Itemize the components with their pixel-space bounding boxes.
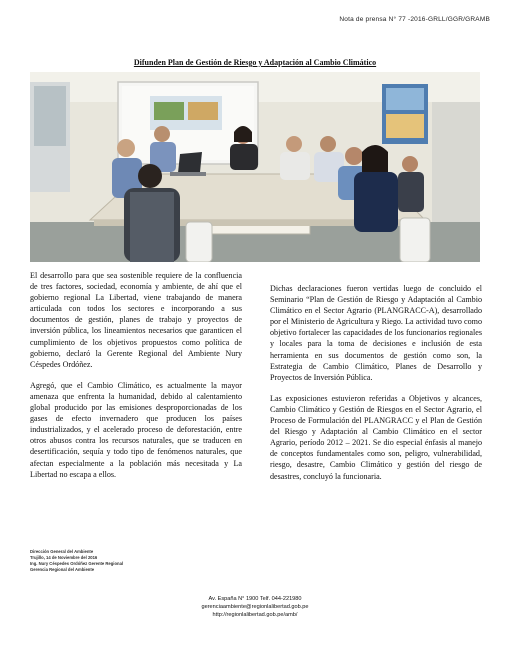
signature-line-2: Trujillo, 14 de Noviembre del 2016 bbox=[30, 555, 98, 560]
footer-email[interactable]: gerenciaambiente@regionlalibertad.gob.pe bbox=[201, 604, 309, 611]
footer bbox=[0, 595, 510, 620]
meeting-photo bbox=[30, 72, 480, 262]
signature-line-3: Ing. Nury Céspedes Ordóñez Gerente Regional bbox=[30, 561, 124, 566]
signature-block bbox=[30, 549, 123, 573]
meeting-photo-illustration bbox=[30, 72, 480, 262]
footer-web[interactable]: http://regionlalibertad.gob.pe/amb/ bbox=[212, 612, 298, 619]
footer-address: Av. España N° 1900 Telf. 044-221980 bbox=[208, 596, 302, 602]
right-column bbox=[270, 283, 482, 492]
paragraph-1: El desarrollo para que sea sostenible requiere de la confluencia de tres factores, sociedad, economía y ambiente, de ahí que el gobierno regional La Libertad, viene trabajando de manera articulada con todos los sectores e incorporando a sus documentos de gestión, planes de trabajo y proyectos de inversión pública, los lineamientos necesarios que garanticen el cumplimiento de los objetivos propuestos como política de gobierno, declaró la Gerente Regional del Ambiente Nury Céspedes Ordóñez. bbox=[30, 271, 242, 369]
left-column bbox=[30, 270, 242, 490]
press-note-number: Nota de prensa N° 77 -2016-GRLL/GGR/GRAMB bbox=[339, 16, 490, 23]
paragraph-4: Las exposiciones estuvieron referidas a Objetivos y alcances, Cambio Climático y Gestión de Riesgos en el Sector Agrario, el Proceso de Formulación del PLANGRACC y el Plan de Gestión del Riesgo y Adaptación al Cambio Climático en el sector Agrario, período 2012 – 2021. Se dio especial énfasis al manejo de conceptos fundamentales como son, peligro, vulnerabilidad, riesgo, desastre, Cambio Climático y gestión del riesgo de desastres, concluyó la funcionaria. bbox=[270, 393, 482, 481]
paragraph-3: Dichas declaraciones fueron vertidas luego de concluido el Seminario “Plan de Gestión de Riesgo y Adaptación al Cambio Climático en el Sector Agrario (PLANGRACC-A), desarrollado por el Ministerio de Agricultura y Riego. La actividad tuvo como objetivo fortalecer las capacidades de los funcionarios regionales y locales para la toma de decisiones e inclusión de esta herramienta en sus documentos de gestión como son, la Estrategia de Cambio Climático, Planes de Desarrollo y Proyectos de Inversión Pública. bbox=[270, 284, 482, 382]
article-title: Difunden Plan de Gestión de Riesgo y Adaptación al Cambio Climático bbox=[133, 58, 377, 67]
signature-line-1: Dirección General del Ambiente bbox=[30, 549, 94, 554]
paragraph-2: Agregó, que el Cambio Climático, es actualmente la mayor amenaza que enfrenta la humanidad, debido al calentamiento global producido por las emisiones desproporcionadas de los gases de efecto invernadero que producen los países industrializados, y el acelerado proceso de deforestación, entre otros abusos contra los recursos naturales, que se traducen en desertificación, sequía y todo tipo de fenómenos naturales, que afectan especialmente a la población más necesitada y La Libertad no escapa a ellos. bbox=[30, 380, 242, 479]
signature-line-4: Gerencia Regional del Ambiente bbox=[30, 567, 95, 572]
